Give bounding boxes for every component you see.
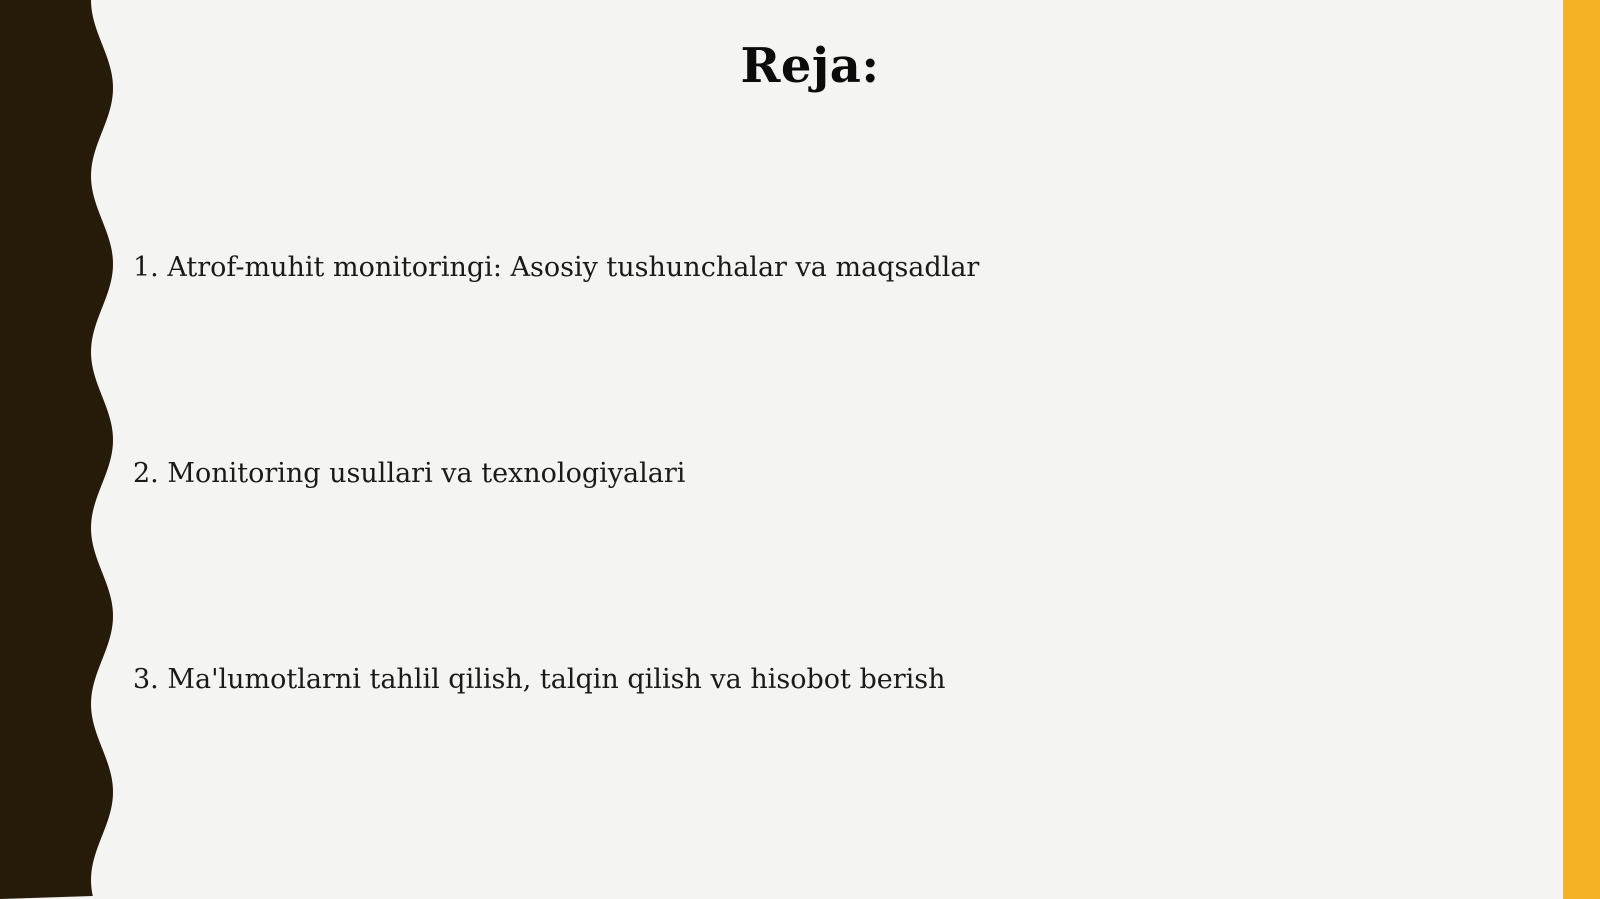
plan-item-3: 3. Ma'lumotlarni tahlil qilish, talqin qilish va hisobot berish [133,664,946,695]
wavy-left-border [0,0,130,899]
plan-item-1: 1. Atrof-muhit monitoringi: Asosiy tushunchalar va maqsadlar [133,252,980,283]
accent-bar [1563,0,1600,899]
slide-title: Reja: [740,38,880,94]
plan-item-2: 2. Monitoring usullari va texnologiyalari [133,458,686,489]
